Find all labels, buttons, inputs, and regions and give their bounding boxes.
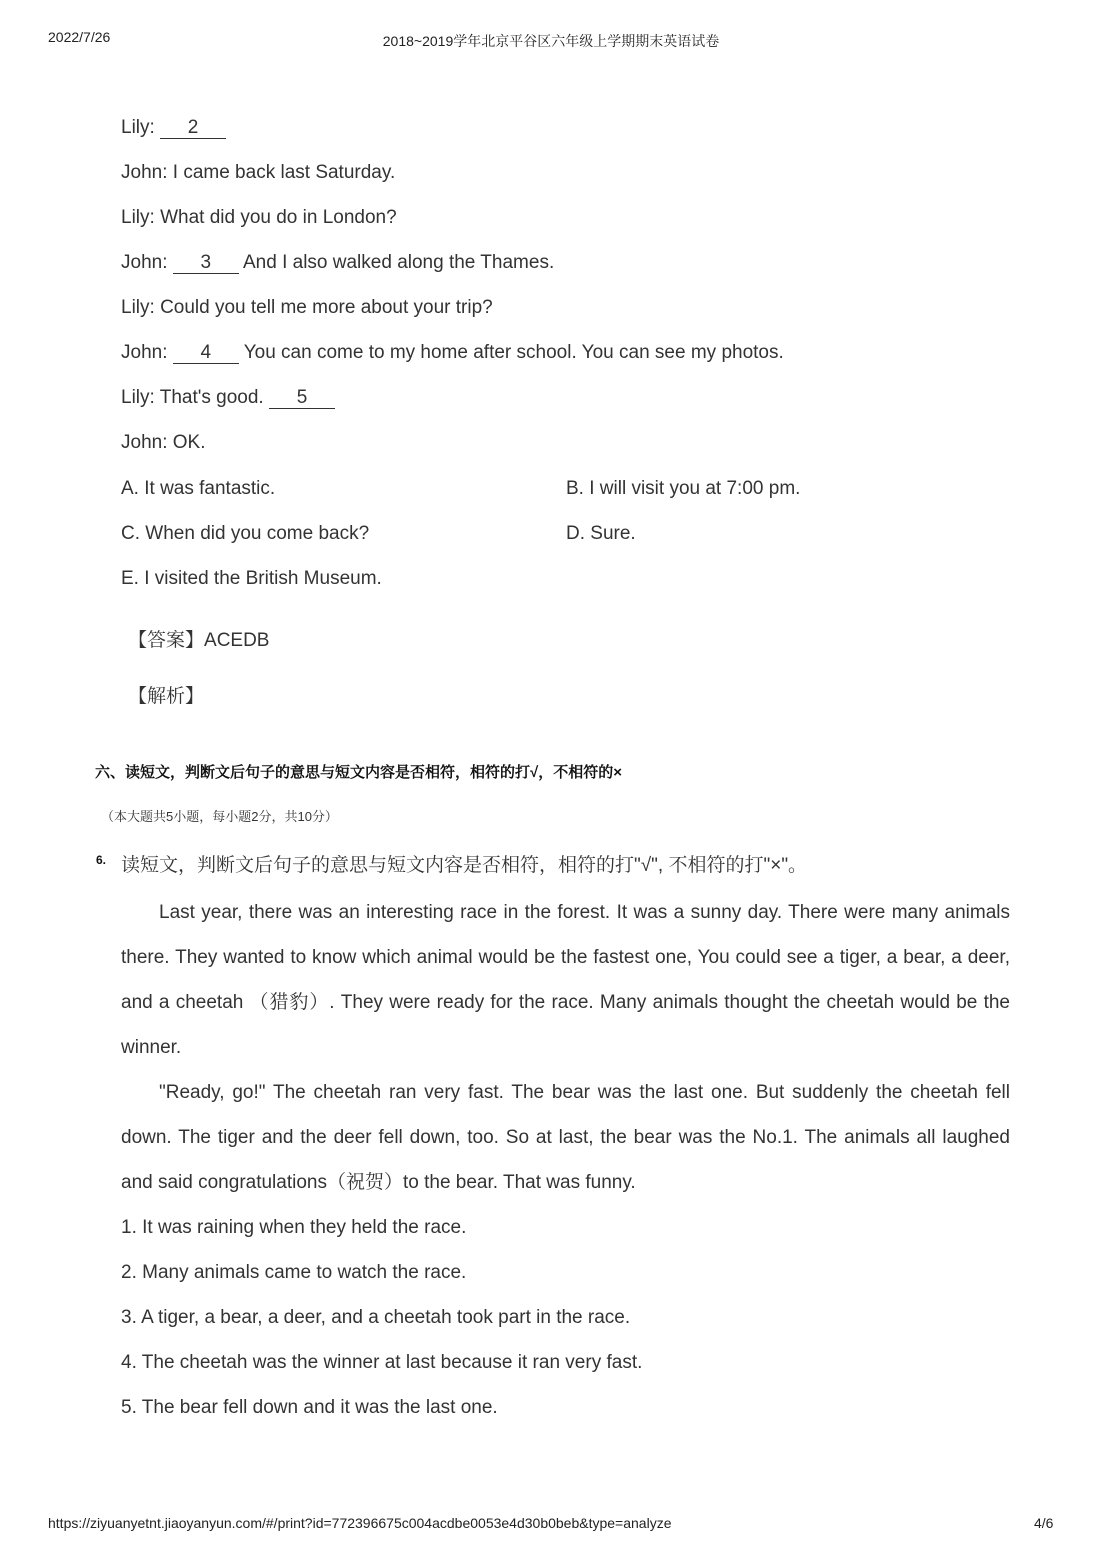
answer-label: 【答案】 bbox=[128, 630, 205, 651]
blank-2: 2 bbox=[160, 118, 226, 139]
question-number: 6. bbox=[96, 853, 107, 867]
option-e: E. I visited the British Museum. bbox=[121, 568, 382, 589]
dialogue-text: You can come to my home after school. You can see my photos. bbox=[238, 342, 784, 363]
dialogue-line-3: Lily: What did you do in London? bbox=[121, 207, 397, 228]
option-c: C. When did you come back? bbox=[121, 523, 370, 544]
dialogue-speaker: John: bbox=[121, 342, 173, 363]
dialogue-text: Lily: That's good. bbox=[121, 387, 269, 408]
passage-paragraph-2: "Ready, go!" The cheetah ran very fast. The bear was the last one. But suddenly the cheetah fell down. The tiger and the deer fell down, too. So at last, the bear was the No.1. The animals all laughed and said congratulations（祝贺）to the bear. That was funny. bbox=[121, 1082, 1010, 1193]
blank-5: 5 bbox=[269, 388, 335, 409]
document-title: 2018~2019学年北京平谷区六年级上学期期末英语试卷 bbox=[382, 33, 720, 49]
section-title: 六、读短文，判断文后句子的意思与短文内容是否相符，相符的打√，不相符的× bbox=[95, 764, 622, 781]
answer-value: ACEDB bbox=[204, 630, 270, 651]
passage-paragraph-1: Last year, there was an interesting race in the forest. It was a sunny day. There were many animals there. They wanted to know which animal would be the fastest one, You could see a tiger, a bear, a deer, and a cheetah （猎豹）. They were ready for the race. Many animals thought the cheetah would be the winner. bbox=[121, 902, 1010, 1058]
statement-3: 3. A tiger, a bear, a deer, and a cheetah took part in the race. bbox=[121, 1307, 631, 1328]
answer-row bbox=[128, 629, 269, 653]
dialogue-line-8: John: OK. bbox=[121, 432, 206, 453]
option-b: B. I will visit you at 7:00 pm. bbox=[566, 478, 801, 499]
dialogue-line-5: Lily: Could you tell me more about your trip? bbox=[121, 297, 493, 318]
statement-5: 5. The bear fell down and it was the last one. bbox=[121, 1397, 498, 1418]
footer-url: https://ziyuanyetnt.jiaoyanyun.com/#/print?id=772396675c004acdbe0053e4d30b0beb&type=analyze bbox=[48, 1515, 672, 1531]
analysis-label: 【解析】 bbox=[128, 686, 205, 707]
dialogue-text: And I also walked along the Thames. bbox=[238, 252, 555, 273]
dialogue-line-7 bbox=[121, 386, 335, 410]
blank-4: 4 bbox=[173, 343, 239, 364]
dialogue-line-4 bbox=[121, 251, 554, 275]
dialogue-line-6 bbox=[121, 341, 784, 365]
question-prompt: 读短文，判断文后句子的意思与短文内容是否相符，相符的打"√", 不相符的打"×"。 bbox=[121, 855, 808, 876]
statement-1: 1. It was raining when they held the race. bbox=[121, 1217, 467, 1238]
blank-3: 3 bbox=[173, 253, 239, 274]
page-number: 4/6 bbox=[1034, 1515, 1054, 1531]
section-note: （本大题共5小题，每小题2分，共10分） bbox=[101, 809, 338, 824]
statement-2: 2. Many animals came to watch the race. bbox=[121, 1262, 467, 1283]
dialogue-line-2: John: I came back last Saturday. bbox=[121, 162, 396, 183]
option-d: D. Sure. bbox=[566, 523, 636, 544]
dialogue-speaker: John: bbox=[121, 252, 173, 273]
statement-4: 4. The cheetah was the winner at last because it ran very fast. bbox=[121, 1352, 643, 1373]
dialogue-line-1 bbox=[121, 116, 226, 140]
print-date: 2022/7/26 bbox=[48, 29, 111, 45]
option-a: A. It was fantastic. bbox=[121, 478, 276, 499]
dialogue-speaker: Lily: bbox=[121, 117, 161, 138]
